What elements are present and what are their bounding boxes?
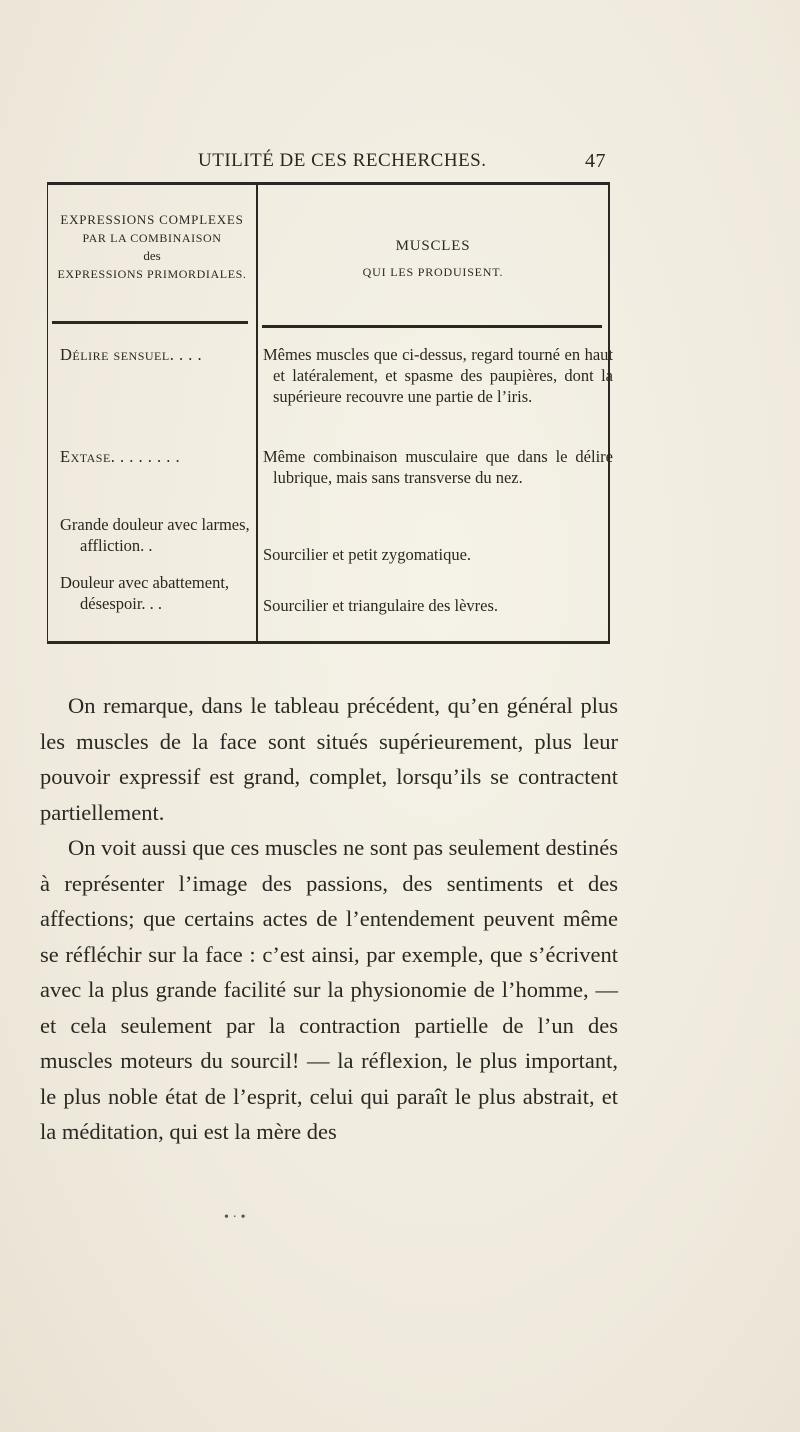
expressions-table <box>47 182 613 644</box>
left-column-header <box>48 211 256 283</box>
running-head <box>0 150 800 180</box>
right-column-header <box>258 233 608 285</box>
page-number: 47 <box>585 150 606 172</box>
paragraph-2: On voit aussi que ces muscles ne sont pas seulement destinés à représenter l’image des passions, des sentiments et des affections; que certains actes de l’entendement peuvent même se réfléchir sur la face : c’est ainsi, par exemple, que s’écrivent avec la plus grande facilité sur la physionomie de l’homme, — et cela seulement par la contraction partielle de l’un des muscles moteurs du sourcil! — la réflexion, le plus important, le plus noble état de l’esprit, celui qui paraît le plus abstrait, et la méditation, qui est la mère des <box>40 835 618 1144</box>
left-header-line2: PAR LA COMBINAISON <box>82 231 222 245</box>
paragraph-1: On remarque, dans le tableau précédent, qu’en général plus les muscles de la face sont situés supérieurement, plus leur pouvoir expressif est grand, complet, lorsqu’ils se contractent partiellement. <box>40 693 618 825</box>
right-header-line1: MUSCLES <box>395 238 471 254</box>
row-4-muscles: Sourcilier et triangulaire des lèvres. <box>263 596 499 615</box>
left-header-line3: des <box>143 248 161 263</box>
row-2-muscles: Même combinaison musculaire que dans le délire lubrique, mais sans transverse du nez. <box>263 447 613 487</box>
right-header-line2: QUI LES PRODUISENT. <box>362 265 504 279</box>
row-4-expression: Douleur avec abattement, désespoir. . . <box>60 573 230 613</box>
row-1-muscles: Mêmes muscles que ci-dessus, regard tourné en haut et latéralement, et spasme des paupières, dont la supérieure recouvre une partie de l’iris. <box>263 345 613 406</box>
running-title: UTILITÉ DE CES RECHERCHES. <box>198 150 487 171</box>
left-header-line4: EXPRESSIONS PRIMORDIALES. <box>57 267 247 281</box>
row-3-expression: Grande douleur avec larmes, affliction. . <box>60 515 250 555</box>
row-3-muscles: Sourcilier et petit zygomatique. <box>263 545 472 564</box>
header-rule-right <box>262 325 602 328</box>
printing-specks: • · • <box>224 1210 246 1225</box>
header-rule-left <box>52 321 248 324</box>
row-1-expression: Délire sensuel. . . . <box>60 345 203 364</box>
row-2-expression: Extase. . . . . . . . <box>60 447 181 466</box>
left-header-line1: EXPRESSIONS COMPLEXES <box>60 212 244 227</box>
body-text <box>40 688 618 1150</box>
